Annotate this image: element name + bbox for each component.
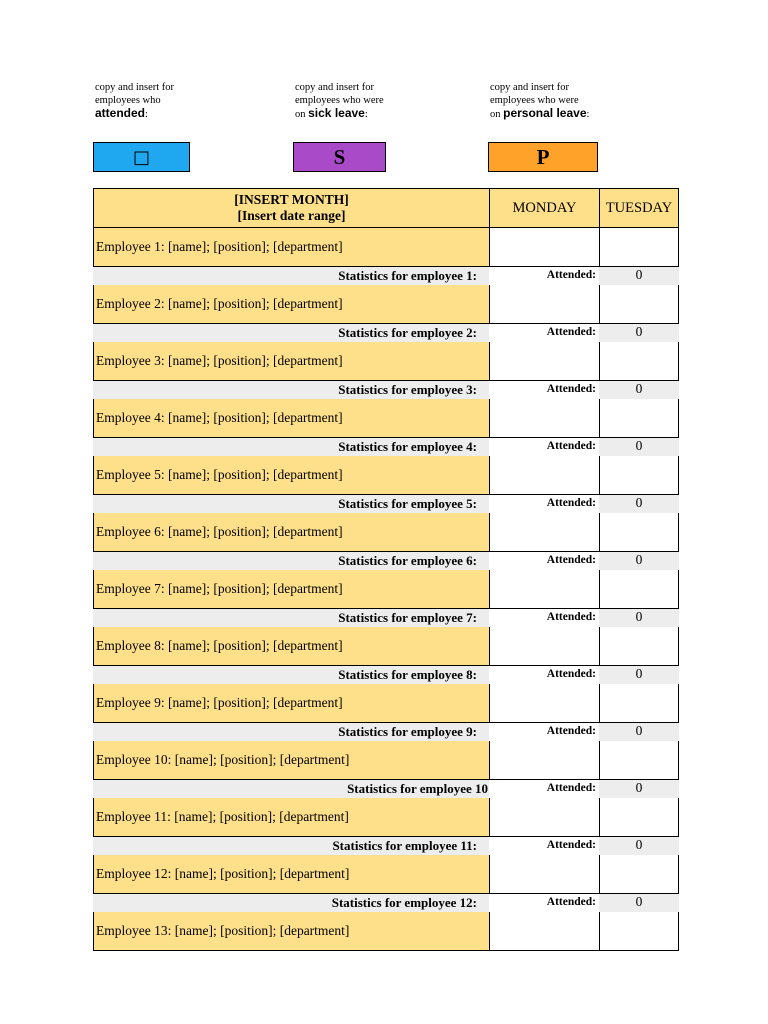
- attended-label: Attended:: [489, 894, 599, 912]
- attended-count: 0: [599, 381, 679, 399]
- employee-name-cell[interactable]: Employee 1: [name]; [position]; [department]: [93, 228, 489, 267]
- attended-label: Attended:: [489, 780, 599, 798]
- statistics-row: [93, 609, 679, 627]
- attended-marker-box[interactable]: [93, 142, 190, 172]
- employee-row: [93, 741, 679, 780]
- attended-label: Attended:: [489, 267, 599, 285]
- attended-count: 0: [599, 837, 679, 855]
- attendance-cell-tuesday[interactable]: [599, 342, 679, 381]
- personal-leave-symbol: P: [536, 144, 550, 169]
- statistics-row: [93, 666, 679, 684]
- employee-row: [93, 684, 679, 723]
- attended-label: Attended:: [489, 381, 599, 399]
- employee-row: [93, 798, 679, 837]
- attended-label: Attended:: [489, 324, 599, 342]
- statistics-label: Statistics for employee 1:: [338, 268, 477, 283]
- attended-count: 0: [599, 552, 679, 570]
- employee-name-cell[interactable]: Employee 10: [name]; [position]; [department]: [93, 741, 489, 780]
- legend-text-personal: [490, 82, 590, 122]
- attended-count: 0: [599, 609, 679, 627]
- checkbox-icon: □: [132, 146, 150, 168]
- attendance-cell-monday[interactable]: [489, 570, 599, 609]
- attendance-cell-monday[interactable]: [489, 627, 599, 666]
- day-header-monday[interactable]: MONDAY: [489, 188, 599, 227]
- statistics-label: Statistics for employee 9:: [338, 724, 477, 739]
- attended-count: 0: [599, 780, 679, 798]
- employee-name-cell[interactable]: Employee 12: [name]; [position]; [department]: [93, 855, 489, 894]
- attendance-cell-monday[interactable]: [489, 684, 599, 723]
- legend-keyword: attended: [95, 106, 146, 120]
- legend-text-sick: [295, 82, 390, 122]
- attended-label: Attended:: [489, 666, 599, 684]
- attended-count: 0: [599, 324, 679, 342]
- attendance-cell-monday[interactable]: [489, 513, 599, 552]
- month-header-cell[interactable]: [93, 188, 489, 227]
- attendance-cell-monday[interactable]: [489, 912, 599, 951]
- attended-count: 0: [599, 438, 679, 456]
- attendance-cell-monday[interactable]: [489, 285, 599, 324]
- employee-name-cell[interactable]: Employee 9: [name]; [position]; [department]: [93, 684, 489, 723]
- statistics-row: [93, 438, 679, 456]
- legend-text-attended: [95, 82, 195, 122]
- statistics-row: [93, 324, 679, 342]
- attended-label: Attended:: [489, 495, 599, 513]
- personal-leave-marker-box[interactable]: [488, 142, 598, 172]
- attended-count: 0: [599, 894, 679, 912]
- attendance-cell-tuesday[interactable]: [599, 855, 679, 894]
- attended-count: 0: [599, 723, 679, 741]
- attended-label: Attended:: [489, 552, 599, 570]
- statistics-row: [93, 837, 679, 855]
- employee-row: [93, 399, 679, 438]
- attendance-cell-monday[interactable]: [489, 798, 599, 837]
- attendance-cell-tuesday[interactable]: [599, 399, 679, 438]
- attendance-cell-monday[interactable]: [489, 741, 599, 780]
- employee-name-cell[interactable]: Employee 6: [name]; [position]; [department]: [93, 513, 489, 552]
- statistics-row: [93, 723, 679, 741]
- employee-row: [93, 285, 679, 324]
- employee-name-cell[interactable]: Employee 5: [name]; [position]; [department]: [93, 456, 489, 495]
- attended-label: Attended:: [489, 723, 599, 741]
- legend-prefix: copy and insert for employees who were on: [295, 82, 384, 120]
- sick-leave-marker-box[interactable]: [293, 142, 386, 172]
- statistics-label: Statistics for employee 3:: [338, 382, 477, 397]
- date-range-title: [Insert date range]: [237, 208, 346, 223]
- legend-keyword: sick leave: [308, 106, 365, 120]
- employee-row: [93, 456, 679, 495]
- day-header-tuesday[interactable]: TUESDAY: [599, 188, 679, 227]
- attended-count: 0: [599, 495, 679, 513]
- attended-count: 0: [599, 666, 679, 684]
- statistics-label: Statistics for employee 12:: [331, 895, 477, 910]
- sick-leave-symbol: S: [333, 144, 346, 169]
- employee-name-cell[interactable]: Employee 2: [name]; [position]; [department]: [93, 285, 489, 324]
- attended-count: 0: [599, 267, 679, 285]
- attendance-cell-tuesday[interactable]: [599, 684, 679, 723]
- statistics-row: [93, 552, 679, 570]
- attended-label: Attended:: [489, 837, 599, 855]
- statistics-label: Statistics for employee 10: [347, 781, 488, 796]
- employee-name-cell[interactable]: Employee 3: [name]; [position]; [department]: [93, 342, 489, 381]
- attendance-cell-monday[interactable]: [489, 399, 599, 438]
- employee-name-cell[interactable]: Employee 13: [name]; [position]; [department]: [93, 912, 489, 951]
- legend-keyword: personal leave: [503, 106, 587, 120]
- statistics-row: [93, 894, 679, 912]
- attendance-cell-monday[interactable]: [489, 342, 599, 381]
- legend-suffix: :: [145, 109, 148, 120]
- statistics-row: [93, 495, 679, 513]
- statistics-row: [93, 780, 679, 798]
- legend-prefix: copy and insert for employees who were on: [490, 82, 579, 120]
- employee-name-cell[interactable]: Employee 7: [name]; [position]; [department]: [93, 570, 489, 609]
- attendance-cell-monday[interactable]: [489, 228, 599, 267]
- statistics-row: [93, 267, 679, 285]
- employee-row: [93, 855, 679, 894]
- employee-row: [93, 228, 679, 267]
- attendance-cell-tuesday[interactable]: [599, 285, 679, 324]
- statistics-label: Statistics for employee 11:: [332, 838, 477, 853]
- legend-suffix: :: [364, 109, 368, 120]
- employee-name-cell[interactable]: Employee 11: [name]; [position]; [department]: [93, 798, 489, 837]
- attendance-cell-tuesday[interactable]: [599, 570, 679, 609]
- employee-name-cell[interactable]: Employee 8: [name]; [position]; [department]: [93, 627, 489, 666]
- employee-row: [93, 570, 679, 609]
- legend-prefix: copy and insert for employees who: [95, 82, 175, 106]
- month-title: [INSERT MONTH]: [234, 192, 349, 207]
- header-row: [93, 188, 679, 228]
- attended-label: Attended:: [489, 609, 599, 627]
- statistics-label: Statistics for employee 5:: [338, 496, 477, 511]
- attendance-grid: [93, 188, 679, 951]
- employee-row: [93, 627, 679, 666]
- statistics-label: Statistics for employee 2:: [338, 325, 477, 340]
- statistics-label: Statistics for employee 8:: [338, 667, 477, 682]
- attendance-cell-tuesday[interactable]: [599, 627, 679, 666]
- statistics-row: [93, 381, 679, 399]
- employee-row: [93, 513, 679, 552]
- legend-suffix: :: [586, 109, 590, 120]
- statistics-label: Statistics for employee 6:: [338, 553, 477, 568]
- statistics-label: Statistics for employee 7:: [338, 610, 477, 625]
- attendance-cell-monday[interactable]: [489, 855, 599, 894]
- employee-row: [93, 342, 679, 381]
- employee-name-cell[interactable]: Employee 4: [name]; [position]; [department]: [93, 399, 489, 438]
- attendance-cell-tuesday[interactable]: [599, 798, 679, 837]
- attendance-cell-tuesday[interactable]: [599, 456, 679, 495]
- attendance-cell-monday[interactable]: [489, 456, 599, 495]
- attended-label: Attended:: [489, 438, 599, 456]
- statistics-label: Statistics for employee 4:: [338, 439, 477, 454]
- employee-row: [93, 912, 679, 951]
- attendance-cell-tuesday[interactable]: [599, 228, 679, 267]
- attendance-cell-tuesday[interactable]: [599, 912, 679, 951]
- attendance-cell-tuesday[interactable]: [599, 513, 679, 552]
- attendance-cell-tuesday[interactable]: [599, 741, 679, 780]
